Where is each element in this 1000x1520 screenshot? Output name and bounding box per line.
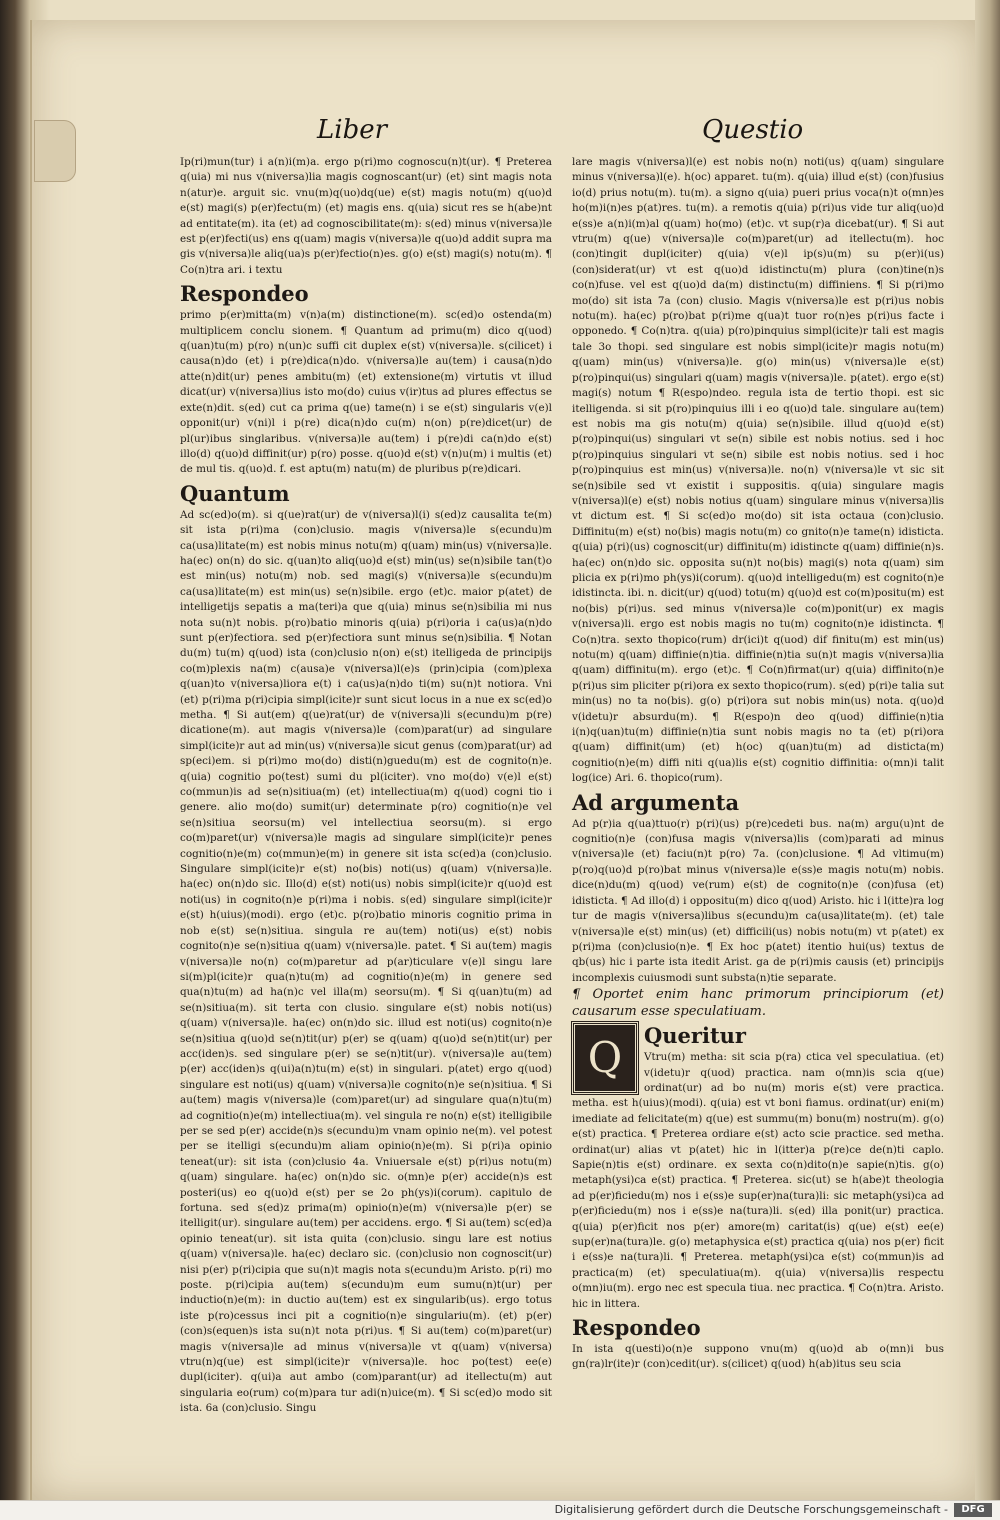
- queritur-heading: Queritur: [644, 1023, 746, 1049]
- lemma-text: ¶ Oportet enim hanc primorum principiorum (et) causarum esse speculatiuam.: [572, 987, 944, 1020]
- running-head-right: Questio: [702, 115, 804, 145]
- right-paragraph-4: In ista q(uesti)o(n)e suppono vnu(m) q(uo)d ab o(mn)i bus gn(ra)lr(ite)r (con)cedit(ur). s(cilicet) q(uod) h(ab)itus seu scia: [572, 1343, 944, 1371]
- book-page: [30, 20, 977, 1500]
- respondeo-heading-right: Respondeo: [572, 1315, 701, 1341]
- page-tab-flap: [34, 120, 76, 182]
- left-paragraph-2: primo p(er)mitta(m) v(n)a(m) distinctione(m). sc(ed)o ostenda(m) multiplicem conclu sionem. ¶ Quantum ad primu(m) dico q(uod) q(uan)tu(m) p(ro) n(un)c suffi cit duplex e(st) v(niversa)le. s(cilicet) i causa(n)do (et) i p(re)dica(n)do. v(niversa)le au(tem) i causa(n)do atte(n)dit(ur) penes ambitu(m) (et) extensione(m) virtutis vt illud dicat(ur) v(niversa)lius isto mo(do) cuius v(ir)tus ad plures effectus se exte(n)dit. s(ed) cut ca prima q(ue) tame(n) i se e(st) singularis v(e)l opponit(ur) v(ni)l i p(re) dica(n)do cu(m) n(on) p(re)dicet(ur) de pl(ur)ibus singlaribus. v(niversa)le au(tem) i p(re)di ca(n)do e(st) illo(d) q(uo)d diffinit(ur) p(ro) posse. q(uo)d e(st) v(n)u(m) i multis (et) de mul tis. q(uo)d. f. est aptu(m) natu(m) de pluribus p(re)dicari.: [180, 309, 552, 476]
- dfg-logo-icon: DFG: [954, 1503, 992, 1517]
- left-paragraph-1: Ip(ri)mun(tur) i a(n)i(m)a. ergo p(ri)mo cognoscu(n)t(ur). ¶ Preterea q(uia) mi nus v(niversa)lia magis cognoscant(ur) (et) sint magis nota n(atur)e. arguit sic. vnu(m)q(uo)dq(ue) e(st) magis notu(m) q(uo)d e(st) magi(s) p(er)fectu(m) (et) magis ens. q(uia) sicut res se h(abe)nt ad entitate(m). ita (et) ad cognoscibilitate(m): s(ed) minus v(niversa)le est p(er)fecti(us) ens q(uam) magis v(niversa)le q(uo)d addit supra ma gis v(niversa)le aliq(ua)s p(er)fectio(n)es. g(o) e(st) magi(s) notu(m). ¶ Co(n)tra ari. i textu: [180, 156, 552, 276]
- book-right-edge: [975, 0, 1000, 1500]
- funding-credit: Digitalisierung gefördert durch die Deutsche Forschungsgemeinschaft -: [554, 1503, 948, 1516]
- quantum-heading: Quantum: [180, 480, 290, 506]
- right-paragraph-1: lare magis v(niversa)l(e) est nobis no(n) noti(us) q(uam) singulare minus v(niversa)l(e). h(oc) apparet. tu(m). q(uia) illud e(st) (con)fusius io(d) prius notu(m). tu(m). a signo q(uia) pueri prius voca(n)t o(mn)es ho(m)i(n)es p(at)res. tu(m). a remotis q(uia) p(ri)us vide tur aliq(uo)d e(ss)e a(n)i(m)al q(uam) ho(mo) (et)c. vt sup(r)a dicebat(ur). ¶ Si aut vtru(m) q(ue) v(niversa)le co(m)paret(ur) ad itellectu(m). hoc (con)tingit dupl(iciter) q(uia) v(e)l ip(s)u(m) su p(er)i(us) (con)siderat(ur) vt est q(uo)d idistinctu(m) plura (con)tine(n)s co(n)fuse. vel est q(uo)d da(m) distinctu(m) diffiniens. ¶ Si p(ri)mo mo(do) sit ista 7a (con) clusio. Magis v(niversa)le est p(ri)us nobis notu(m). ha(ec) p(ro)bat p(ri)me q(ua)t tuor ro(n)es p(ri)us facte i opponedo. ¶ Co(n)tra. q(uia) p(ro)pinquius simpl(icite)r tali est magis tale 3o thopi. sed singulare est nobis simpl(icite)r magis notu(m) q(uam) min(us) v(niversa)le. g(o) min(us) v(niversa)le e(st) p(ro)pinqui(us) singulari q(uam) magis v(niversa)le. p(atet). ergo e(st) magi(s) notum ¶ R(espo)ndeo. regula ista de tertio thopi. est sic itelligenda. si sit p(ro)pinquius illi i eo q(uo)d tale. singulare au(tem) est nobis ma gis notu(m) q(uia) se(n)sibile. illud q(uo)d e(st) p(ro)pinqui(us) singulari vt se(n) sibile est nobis notius. sed i hoc p(ro)pinquius singulari vt se(n) sibile est nobis notius. sed i hoc p(ro)pinquius est min(us) v(niversa)le. no(n) v(niversa)le vt sic sit se(n)sibile sed vt existit i suppositis. q(uia) singulare magis v(niversa)l(e) e(st) nobis notius q(uam) singulare minus v(niversa)lis vt dictum est. ¶ Si sc(ed)o mo(do) sit ista octaua (con)clusio. Diffinitu(m) e(st) no(bis) magis notu(m) co gnito(n)e tame(n) idisticta. q(uia) p(ri)(us) cognoscit(ur) diffinitu(m) idistincte q(uam) diffinie(n)s. ha(ec) on(n)do sic. opposita su(n)t no(bis) magi(s) nota q(uam) sim plicia ex p(ri)mo ph(ys)i(corum). q(uo)d intelligedu(m) est cognito(n)e idistincta. ibi. n. dicit(ur) q(uod) totu(m) q(uo)d est co(m)positu(m) est no(bis) p(ri)us. sed minus v(niversa)le co(m)ponit(ur) ex magis v(niversa)li. ergo est nobis magis no tu(m) cognito(n)e idistincta. ¶ Co(n)tra. sexto thopico(rum) dr(ici)t q(uod) dif finitu(m) est min(us) notu(m) q(uam) diffinie(n)tia. diffinie(n)tia su(n)t magis v(niversa)lia q(uam) diffinitu(m). ergo (et)c. ¶ Co(n)firmat(ur) q(uia) diffinito(n)e p(ri)us sim pliciter p(ri)ora ex sexto thopico(rum). s(ed) p(ri)e talia sut min(us) no ta no(bis). g(o) p(ri)ora sut nobis min(us) nota. q(uo)d v(idetu)r absurdu(m). ¶ R(espo)n deo q(uod) diffinie(n)tia i(n)q(uan)tu(m) diffinie(n)tia sunt nobis magis no ta (et) p(ri)ora q(uam) diffinit(um) (et) h(oc) q(uan)tu(m) ad disticta(m) cognitio(n)e(m) diffi niti q(ua)lis e(st) cognitio diffinitia: o(mn)i talit log(ice) Ari. 6. thopico(rum).: [572, 156, 944, 785]
- left-paragraph-3: Ad sc(ed)o(m). si q(ue)rat(ur) de v(niversa)l(i) s(ed)z causalita te(m) sit ista p(ri)ma (con)clusio. magis v(niversa)le s(ecundu)m ca(usa)litate(m) est nobis minus notu(m) q(uam) min(us) v(niversa)le. ha(ec) on(n) do sic. q(uan)to aliq(uo)d e(st) min(us) se(n)sibile tan(t)o est min(us) notu(m) nob. sed magi(s) v(niversa)le s(ecundu)m ca(usa)litate(m) est min(us) se(n)sibile. ergo (et)c. maior p(atet) de intelligetijs sepatis a ma(teri)a que q(uia) minus se(n)sibilia mi nus nota su(n)t nobis. p(ro)batio minoris q(uia) p(ri)oria i ca(us)a(n)do sunt p(er)fectiora. sed p(er)fectiora sunt minus se(n)sibilia. ¶ Notan du(m) tu(m) q(uod) ista (con)clusio n(on) e(st) itelligeda de principijs co(m)plexis na(m) c(ausa)e v(niversa)l(e)s (prin)cipia (com)plexa q(uan)to v(niversa)liora e(t) i ca(us)a(n)do ti(m) su(n)t notiora. Vni (et) p(ri)ma p(ri)cipia simpl(icite)r sunt sicut locus in a nue ex sc(ed)o metha. ¶ Si aut(em) q(ue)rat(ur) de v(niversa)li s(ecundu)m p(re) dicatione(m). aut magis v(niversa)le (com)parat(ur) ad singulare simpl(icite)r aut ad min(us) v(niversa)le sicut genus (com)parat(ur) ad sp(eci)em. si p(ri)mo mo(do) disti(n)guedu(m) est de cognito(n)e. q(uia) cognitio po(test) sumi du pl(iciter). vno mo(do) v(e)l e(st) co(mmun)is ad se(n)sitiua(m) (et) intellectiua(m) q(uod) cogni tio i genere. alio mo(do) sumit(ur) determinate p(ro) cognitio(n)e vel se(n)sitiua seorsu(m) vel intellectiua seorsu(m). si ergo co(m)paret(ur) v(niversa)le magis ad singulare simpl(icite)r penes cognitio(n)e(m) co(mmun)e(m) in genere sit ista sc(ed)a (con)clusio. Singulare simpl(icite)r e(st) no(bis) noti(us) q(uam) v(niversa)le. ha(ec) on(n)do sic. Illo(d) e(st) noti(us) nobis simpl(icite)r q(uo)d est noti(us) in cognito(n)e p(ri)ma i nobis. s(ed) singulare simpl(icite)r e(st) h(uius)(modi). ergo (et)c. p(ro)batio minoris cognitio prima in nob e(st) se(n)sitiua. singula re au(tem) noti(us) e(st) nobis cognito(n)e se(n)sitiua q(uam) v(niversa)le. patet. ¶ Si au(tem) magis v(niversa)le no(n) co(m)paretur ad p(ar)ticulare v(e)l singu lare si(m)pl(icite)r qua(n)tu(m) ad cognitio(n)e(m) in genere sed qua(n)tu(m) ad ha(n)c vel illa(m) seorsu(m). ¶ Si q(uan)tu(m) ad se(n)sitiua(m). sit terta con clusio. singulare e(st) nobis noti(us) q(uam) v(niversa)le. ha(ec) on(n)do sic. illud est noti(us) cognito(n)e se(n)sitiua q(uo)d se(n)tit(ur) p(er) se q(uam) q(uo)d se(n)tit(ur) per acc(iden)s. sed singulare p(er) se se(n)tit(ur). v(niversa)le au(tem) p(er) acc(iden)s q(ui)a(n)tu(m) e(st) in singulari. p(atet) ergo q(uod) singulare est noti(us) q(uam) v(niversa)le cognito(n)e se(n)sitiua. ¶ Si au(tem) magis v(niversa)le (com)paret(ur) ad singulare qua(n)tu(m) ad cognitio(n)e(m) intellectiua(m). vel singula re no(n) e(st) itelligibile per se sed p(er) accide(n)s s(ecundu)m vnam opinio ne(m). vel potest per se itelligi s(ecundu)m aliam opinio(n)e(m). Si p(ri)a opinio teneat(ur): sit ista (con)clusio 4a. Vniuersale e(st) p(ri)us notu(m) q(uam) singulare. ha(ec) on(n)do sic. o(mn)e p(er) accide(n)s est posteri(us) eo q(uo)d e(st) per se 2o ph(ys)i(corum). capitulo de fortuna. sed s(ed)z prima(m) opinio(n)e(m) v(niversa)le p(er) se itelligit(ur). singulare au(tem) per accidens. ergo. ¶ Si au(tem) sc(ed)a opinio teneat(ur). sit ista quita (con)clusio. singu lare est notius q(uam) v(niversa)le. ha(ec) declaro sic. (con)clusio non cognoscit(ur) nisi p(er) p(ri)cipia que su(n)t magis nota s(ecundu)m Aristo. p(ri) mo poste. p(ri)cipia au(tem) s(ecundu)m eum sumu(n)t(ur) per inductio(n)e(m): in ductio au(tem) est ex singularib(us). ergo totus iste p(ro)cessus inci pit a cognitio(n)e singulariu(m). (et) p(er) (con)s(equen)s ista su(n)t nota p(ri)us. ¶ Si au(tem) co(m)paret(ur) magis v(niversa)le ad minus v(niversa)le vt q(uam) v(niversa) vtru(n)q(ue) est simpl(icite)r v(niversa)le. hoc po(test) ee(e) dupl(iciter). q(ui)a aut ambo (com)parant(ur) ad itellectu(m) aut singularia eo(rum) co(m)para tur adi(n)uice(m). ¶ Si sc(ed)o modo sit ista. 6a (con)clusio. Singu: [180, 508, 552, 1415]
- right-paragraph-3: Vtru(m) metha: sit scia p(ra) ctica vel speculatiua. (et) v(idetu)r q(uod) practica. nam o(mn)is scia q(ue) ordinat(ur) ad bo nu(m) moris e(st) vere practica. metha. est h(uius)(modi). q(uia) est vt boni fiamus. ordinat(ur) eni(m) imediate ad felicitate(m) q(ue) est summu(m) bonu(m) nostru(m). g(o) e(st) practica. ¶ Preterea ordiare e(st) acto scie practice. sed metha. ordinat(ur) alias vt p(atet) hic in l(itter)a p(re)ce de(n)ti caplo. Sapie(n)tis e(st) ordinare. ex sexta co(n)dito(n)e sapie(n)tis. g(o) metaph(ysi)ca e(st) practica. ¶ Preterea. sic(ut) se h(abe)t theologia ad p(er)ficiedu(m) nos i e(ss)e sup(er)na(tura)li: sic metaph(ysi)ca ad p(er)ficiedu(m) nos i e(ss)e na(tura)li. s(ed) illa ponit(ur) practica. q(uia) p(er)ficit nos p(er) amore(m) caritat(is) q(ue) e(st) ee(e) sup(er)na(tura)le. g(o) metaphysica e(st) practica q(uia) nos p(er) ficit i e(ss)e na(tura)li. ¶ Preterea. metaph(ysi)ca e(st) co(mmun)is ad practica(m) (et) speculatiua(m). q(uia) v(niversa)lis respectu o(mn)iu(m). ergo nec est specula tiua. nec practica. ¶ Co(n)tra. Aristo. hic in littera.: [572, 1051, 944, 1310]
- running-head-left: Liber: [317, 115, 388, 145]
- respondeo-heading: Respondeo: [180, 281, 309, 307]
- decorated-initial: Q: [572, 1022, 638, 1094]
- right-text-column: [572, 155, 944, 1373]
- left-text-column: [180, 155, 552, 1417]
- ad-argumenta-heading: Ad argumenta: [572, 789, 740, 815]
- right-paragraph-2: Ad p(r)ia q(ua)ttuo(r) p(ri)(us) p(re)cedeti bus. na(m) argu(u)nt de cognitio(n)e (con)fusa magis v(niversa)lis (com)parati ad minus v(niversa)le (et) faciu(n)t p(ro) 7a. (con)clusione. ¶ Ad vltimu(m) p(ro)q(uo)d p(ro)bat minus v(niversa)le e(ss)e magis notu(m) nobis. dice(n)du(m) q(uod) ve(rum) e(st) de cognito(n)e (con)fusa (et) idisticta. ¶ Ad illo(d) i oppositu(m) dico q(uod) Aristo. hic i l(itte)ra log tur de magis v(niversa)libus s(ecundu)m ca(usa)litate(m). (et) tale v(niversa)le e(st) min(us) (et) difficili(us) nobis notu(m) vt p(atet) ex p(ri)ma (con)clusio(n)e. ¶ Ex hoc p(atet) itentio hui(us) textus de qb(us) hic i parte ista itedit Arist. ga de p(ri)mis causis (et) principijs incomplexis cuiusmodi sunt substa(n)tie separate.: [572, 817, 944, 984]
- footer-bar: [0, 1500, 1000, 1520]
